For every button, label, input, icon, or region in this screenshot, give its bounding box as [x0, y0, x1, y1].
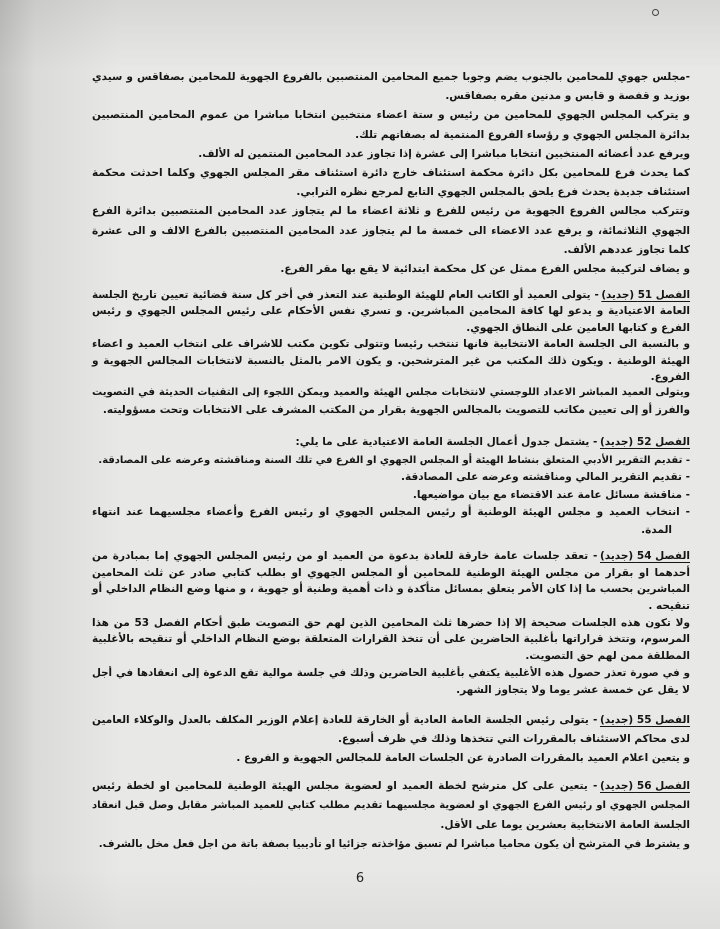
article-51-section — [92, 287, 690, 418]
article-51-line: ويتولى العميد المباشر الاعداد اللوجستي لانتخابات مجلس الهيئة والعميد ويمكن اللجوء إلى التقنيات الحديثة في التصويت — [92, 387, 690, 399]
article-54-first-line-text: - تعقد جلسات عامة خارقة للعادة بدعوة من العميد او من رئيس المجلس الجهوي إما بمبادرة من — [92, 550, 598, 562]
article-55-first-line-text: - يتولى رئيس الجلسة العامة العادية أو الخارقة للعادة إعلام الوزير المكلف بالعدل والوكلاء العامين — [92, 714, 598, 726]
article-56-heading: الفصل 56 (جديد) — [599, 780, 690, 792]
preamble-line: كلما تجاوز عددهم الألف. — [563, 243, 690, 256]
preamble-line: و يتركب المجلس الجهوي للمحامين من رئيس و ستة اعضاء منتخبين انتخابا مباشرا من عموم المحامين المنتصبين — [92, 109, 690, 122]
article-51-line: الفروع. — [650, 370, 690, 383]
article-52-bullet-line: - تقديم التقرير الأدبي المتعلق بنشاط الهيئة أو المجلس الجهوي او الفرع في تلك السنة ومناقشته وعرضه على المصادقة. — [98, 454, 690, 466]
article-51-line: الهيئة الوطنية . ويكون ذلك المكتب من غير المترشحين. و يكون الامر بالمثل بالنسبة لانتخابات المجالس الجهوية و — [92, 354, 690, 367]
article-56-line: و يشترط في المترشح أن يكون محاميا مباشرا لم تسبق مؤاخذته جزائيا او تأديبيا بصفة باتة من اجل فعل مخل بالشرف. — [98, 838, 690, 850]
preamble-line: وتتركب مجالس الفروع الجهوية من رئيس للفرع و ثلاثة اعضاء ما لم يتجاوز عدد المحامين المنتصبين بدائرة الفرع — [92, 205, 690, 218]
preamble-line: الجهوي الثلاثمائة، و يرفع عدد الاعضاء الى خمسة ما لم يتجاوز عدد المحامين المنتصبين بالفرع الالف و الى عشرة — [92, 224, 690, 237]
article-55-line: لدى محاكم الاستئناف بالمقررات التي تتخذها وذلك في ظرف أسبوع. — [337, 733, 690, 746]
preamble-line: بوزيد و قفصة و قابس و مدنين مقره بصفاقس. — [445, 90, 690, 103]
article-55-section — [92, 711, 690, 769]
article-51-line: العامة الاعتيادية و يدعو لها كافة المحامين المباشرين. و تسري نفس الأحكام على رئيس المجلس الجهوي و رئيس — [92, 305, 690, 318]
article-52-bullet-line: - انتخاب العميد و مجلس الهيئة الوطنية أو رئيس المجلس الجهوي او رئيس الفرع وأعضاء مجلسيهما عند انتهاء — [92, 506, 690, 519]
article-56-section — [92, 777, 690, 854]
article-54-line: المطلقة ممن لهم حق التصويت. — [525, 650, 690, 663]
article-54-section — [92, 548, 690, 698]
article-54-line: المرسوم، وتتخذ قراراتها بأغلبية الحاضرين على أن تتخذ القرارات المتعلقة بوضع النظام الداخلي أو تنقيحه بالأغلبية — [92, 633, 690, 646]
article-52-bullet-line: - مناقشة مسائل عامة عند الاقتضاء مع بيان مواضيعها. — [412, 488, 690, 501]
article-54-line: و في صورة تعذر حصول هذه الأغلبية يكتفي بأغلبية الحاضرين وذلك في جلسة موالية تقع الدعوة إلى انعقادها في أجل — [92, 666, 690, 679]
preamble-line: -مجلس جهوي للمحامين بالجنوب يضم وجوبا جميع المحامين المنتصبين بالفروع الجهوية للمحامين بصفاقس و سيدي — [92, 71, 690, 83]
scan-artifact-mark — [652, 9, 659, 16]
article-51-first-line-text: - يتولى العميد أو الكاتب العام للهيئة الوطنية عند التعذر في أخر كل سنة قضائية تعيين تاريخ الجلسة — [92, 289, 599, 301]
preamble-section — [92, 68, 690, 279]
article-51-line: الفرع و كتابها العامين على النطاق الجهوي. — [466, 321, 690, 334]
article-51-heading: الفصل 51 (جديد) — [601, 289, 690, 301]
article-52-bullet-continuation: المدة. — [641, 523, 672, 536]
article-52-heading: الفصل 52 (جديد) — [599, 436, 690, 448]
preamble-line: و يضاف لتركيبة مجلس الفرع ممثل عن كل محكمة ابتدائية لا يقع بها مقر الفرع. — [280, 262, 690, 275]
article-54-line: لا يقل عن خمسة عشر يوما ولا يتجاوز الشهر. — [456, 683, 690, 696]
article-54-line: المباشرين بحسب ما إذا كان الأمر يتعلق بمسائل متأكدة و ذات أهمية وطنية أو جهوية ، و منها وضع النظام الداخلي أو — [92, 583, 690, 596]
article-55-heading-line — [92, 711, 690, 730]
preamble-line: كما يحدث فرع للمحامين بكل دائرة محكمة استئناف خارج دائرة استئناف مقر المجلس الجهوي وكلما احدثت محكمة — [92, 166, 690, 179]
article-51-line: و بالنسبة الى الجلسة العامة الانتخابية فانها تنتخب رئيسا وتتولى تكوين مكتب للاشراف على انتخاب العميد و اعضاء — [92, 338, 690, 351]
article-54-line: تنقيحه . — [648, 600, 690, 613]
article-52-heading-line — [92, 434, 690, 452]
article-52-first-line-text: - يشتمل جدول أعمال الجلسة العامة الاعتيادية على ما يلي: — [295, 436, 598, 448]
article-56-heading-line — [92, 777, 690, 796]
article-51-line: والفرز أو إلى تعيين مكاتب للتصويت بالمجالس الجهوية بقرار من المكتب المشرف على الانتخابات وتحت مسؤوليته. — [102, 403, 690, 416]
preamble-line: استئناف جديدة يحدث فرع يلحق بالمجلس الجهوي التابع لمرجع نظره الترابي. — [296, 186, 690, 199]
article-56-line: المجلس الجهوي او رئيس الفرع الجهوي او لعضوية مجلسيهما تقديم مطلب كتابي للعميد المباشر مقابل وصل قبل انعقاد — [92, 800, 690, 812]
article-55-line: و يتعين اعلام العميد بالمقررات الصادرة عن الجلسات العامة للمجالس الجهوية و الفروع . — [236, 752, 690, 765]
article-55-heading: الفصل 55 (جديد) — [599, 714, 690, 726]
article-51-heading-line — [92, 287, 690, 303]
article-52-section — [92, 434, 690, 540]
article-54-line: ولا تكون هذه الجلسات صحيحة إلا إذا حضرها ثلث المحامين الذين لهم حق التصويت طبق أحكام الفصل 53 من هذا — [92, 616, 690, 629]
article-54-heading-line — [92, 548, 690, 565]
page-number: 6 — [355, 871, 365, 886]
article-52-bullet-line: - تقديم التقرير المالي ومناقشته وعرضه على المصادقة. — [401, 471, 690, 484]
preamble-line: ويرفع عدد أعضائه المنتخبين انتخابا مباشرا إلى عشرة إذا تجاوز عدد المحامين المنتمين له الألف. — [198, 147, 690, 160]
article-56-line: الجلسة العامة الانتخابية بعشرين يوما على الأقل. — [440, 818, 690, 831]
article-54-heading: الفصل 54 (جديد) — [599, 550, 690, 562]
article-54-line: أحدهما او بقرار من مجلس الهيئة الوطنية للمحامين أو المجلس الجهوي او بطلب كتابي صادر عن ثلث المحامين — [92, 566, 690, 579]
preamble-line: بدائرة المجلس الجهوي و رؤساء الفروع المنتمية له بصفاتهم تلك. — [355, 128, 690, 141]
article-56-first-line-text: - يتعين على كل مترشح لخطة العميد او لعضوية مجلس الهيئة الوطنية للمحامين او لخطة رئيس — [92, 780, 598, 792]
